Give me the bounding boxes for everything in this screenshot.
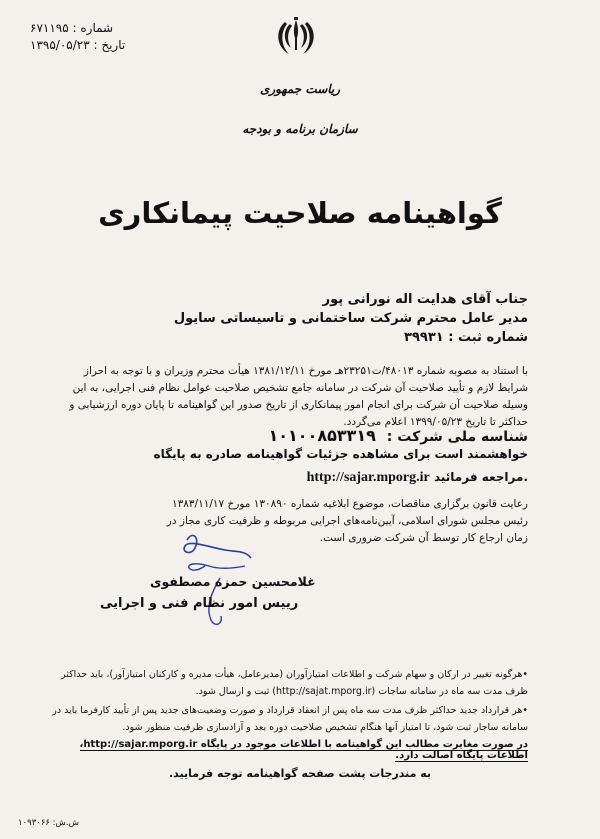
note-item: •هرگونه تغییر در ارکان و سهام شرکت و اطلاعات امتیازآوران (مدیرعامل، هیأت مدیره و کارکنان امتیازآور)، باید حداکثر ظرف مدت سه ماه در سامانه ساجات (http://sajat.mporg.ir) ثبت و ارسال شود. bbox=[60, 669, 528, 697]
national-id bbox=[269, 426, 529, 445]
letter-number: شماره : ۶۷۱۱۹۵ bbox=[30, 21, 114, 35]
certificate-title: گواهینامه صلاحیت پیمانکاری bbox=[98, 196, 502, 230]
org-presidency: ریاست جمهوری bbox=[259, 82, 341, 96]
view-details-text: خواهشمند است برای مشاهده جزئیات گواهینامه صادره به پایگاه bbox=[153, 447, 528, 461]
regulations-text: رعایت قانون برگزاری مناقصات، موضوع ابلاغیه شماره ۱۳۰۸۹۰ مورخ ۱۳۸۳/۱۱/۱۷ رئیس مجلس شورای اسلامی، آیین‌نامه‌های اجرایی مربوطه و ظرفیت کاری مجاز در زمان ارجاع کار توسط آن شرکت ضروری است. bbox=[166, 498, 528, 544]
org-plan-budget: سازمان برنامه و بودجه bbox=[242, 122, 358, 136]
website-link[interactable]: http://sajar.mporg.ir bbox=[306, 470, 430, 485]
notes-list bbox=[40, 666, 528, 738]
registration-number: شماره ثبت : ۳۹۹۳۱ bbox=[404, 330, 528, 345]
recipient-block bbox=[68, 290, 528, 347]
iran-emblem-icon bbox=[271, 14, 321, 64]
header-meta bbox=[30, 20, 230, 54]
letter-date: تاریخ : ۱۳۹۵/۰۵/۲۳ bbox=[30, 38, 126, 52]
form-code: ش.ش: ۱۰۹۳۰۶۶ bbox=[18, 818, 79, 828]
national-id-value: ۱۰۱۰۰۸۵۳۳۱۹ bbox=[268, 426, 376, 445]
website-suffix: مراجعه فرمائید. bbox=[433, 470, 528, 484]
certificate-body: با استناد به مصوبه شماره ۴۸۰۱۳/ت۲۳۲۵۱هـ مورخ ۱۳۸۱/۱۲/۱۱ هیأت محترم وزیران و با توجه به احراز شرایط لازم و تأیید صلاحیت آن شرکت در سامانه جامع تشخیص صلاحیت عوامل نظام فنی اجرایی، به این وسیله صلاحیت آن شرکت برای انجام امور پیمانکاری از تاریخ صدور این گواهینامه تا پایان دوره ارزشیابی و حداکثر تا تاریخ ۱۳۹۹/۰۵/۲۳ اعلام می‌گردد. bbox=[69, 365, 528, 428]
note-item: •هر قرارداد جدید حداکثر ظرف مدت سه ماه پس از انعقاد قرارداد و صورت وضعیت‌های جدید پس از تأیید کارفرما باید در سامانه ساجار ثبت شود، تا امتیاز آنها هنگام تشخیص صلاحیت دوره بعد و آزادسازی ظرفیت منظور شود. bbox=[52, 705, 528, 733]
recipient-position: مدیر عامل محترم شرکت ساختمانی و تاسیساتی سایول bbox=[173, 311, 528, 326]
national-id-label: شناسه ملی شرکت : bbox=[386, 429, 528, 445]
validity-warning: در صورت مغایرت مطالب این گواهینامه با اطلاعات موجود در پایگاه http://sajar.mporg.ir، اطلاعات پایگاه اصالت دارد. bbox=[79, 739, 528, 761]
signatory-name: غلامحسین حمزه مصطفوی bbox=[150, 574, 316, 589]
see-back-note: به مندرجات پشت صفحه گواهینامه توجه فرمایید. bbox=[168, 767, 432, 780]
website-line bbox=[307, 470, 528, 486]
signatory-role: رییس امور نظام فنی و اجرایی bbox=[100, 596, 299, 611]
recipient-name: جناب آقای هدایت اله نورانی پور bbox=[322, 292, 528, 307]
